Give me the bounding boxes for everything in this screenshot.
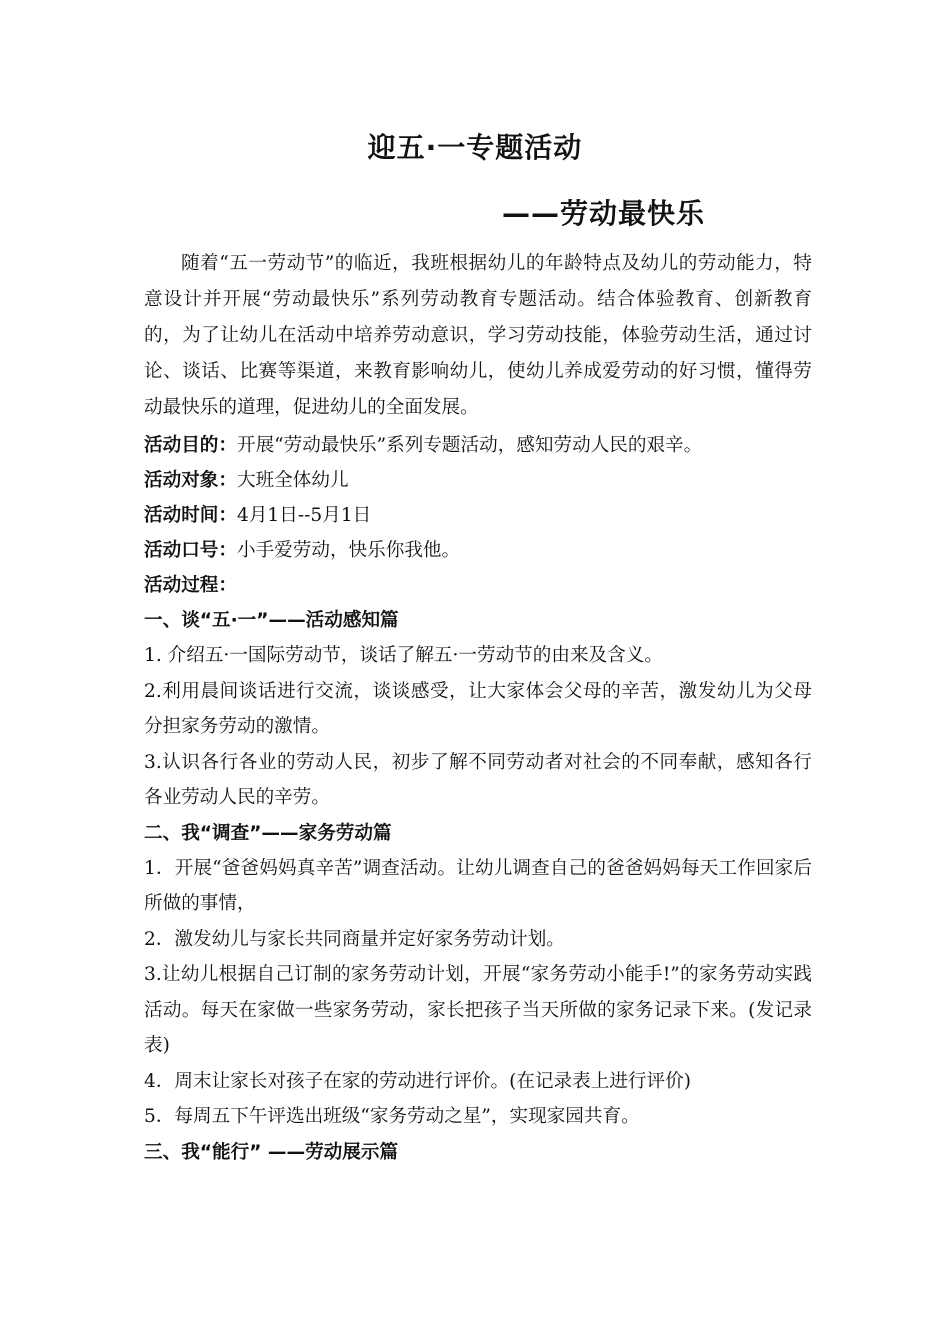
target-value: 大班全体幼儿 xyxy=(236,470,349,491)
document-subtitle: ——劳动最快乐 xyxy=(502,197,706,230)
time-row xyxy=(144,498,812,533)
list-item: 2.利用晨间谈话进行交流，谈谈感受，让大家体会父母的辛苦，激发幼儿为父母分担家务劳动的激情。 xyxy=(144,680,812,737)
list-item: 5．每周五下午评选出班级“家务劳动之星”，实现家园共育。 xyxy=(144,1106,640,1127)
target-label: 活动对象： xyxy=(144,470,237,491)
slogan-row xyxy=(144,533,812,568)
purpose-row xyxy=(144,428,812,463)
list-item: 1. 介绍五·一国际劳动节，谈话了解五·一劳动节的由来及含义。 xyxy=(144,645,663,666)
slogan-value: 小手爱劳动，快乐你我他。 xyxy=(236,540,461,561)
section-heading-2: 二、我“调查”——家务劳动篇 xyxy=(144,822,392,844)
purpose-label: 活动目的： xyxy=(144,435,237,456)
section-heading-3: 三、我“能行” ——劳动展示篇 xyxy=(144,1141,399,1163)
process-row xyxy=(144,568,812,603)
list-item: 3.让幼儿根据自己订制的家务劳动计划，开展“家务劳动小能手!”的家务劳动实践活动。每天在家做一些家务劳动，家长把孩子当天所做的家务记录下来。(发记录表) xyxy=(144,964,812,1056)
intro-paragraph: 随着“五一劳动节”的临近，我班根据幼儿的年龄特点及幼儿的劳动能力，特意设计并开展“劳动最快乐”系列劳动教育专题活动。结合体验教育、创新教育的，为了让幼儿在活动中培养劳动意识，学习劳动技能，体验劳动生活，通过讨论、谈话、比赛等渠道，来教育影响幼儿，使幼儿养成爱劳动的好习惯，懂得劳动最快乐的道理，促进幼儿的全面发展。 xyxy=(144,253,812,418)
list-item: 4．周末让家长对孩子在家的劳动进行评价。(在记录表上进行评价) xyxy=(144,1070,691,1092)
list-item: 2．激发幼儿与家长共同商量并定好家务劳动计划。 xyxy=(144,928,565,950)
process-label: 活动过程： xyxy=(144,575,237,596)
time-label: 活动时间： xyxy=(144,505,237,526)
list-item: 1．开展“爸爸妈妈真辛苦”调查活动。让幼儿调查自己的爸爸妈妈每天工作回家后所做的事情， xyxy=(144,857,812,914)
document-title: 迎五·一专题活动 xyxy=(367,131,583,164)
document-body xyxy=(144,246,812,1170)
section-heading-1: 一、谈“五·一”——活动感知篇 xyxy=(144,610,399,631)
list-item: 3.认识各行各业的劳动人民，初步了解不同劳动者对社会的不同奉献，感知各行各业劳动人民的辛劳。 xyxy=(144,751,812,808)
purpose-value: 开展“劳动最快乐”系列专题活动，感知劳动人民的艰辛。 xyxy=(236,435,703,456)
target-row xyxy=(144,463,812,498)
slogan-label: 活动口号： xyxy=(144,540,237,561)
time-value: 4月1日--5月1日 xyxy=(236,505,372,526)
